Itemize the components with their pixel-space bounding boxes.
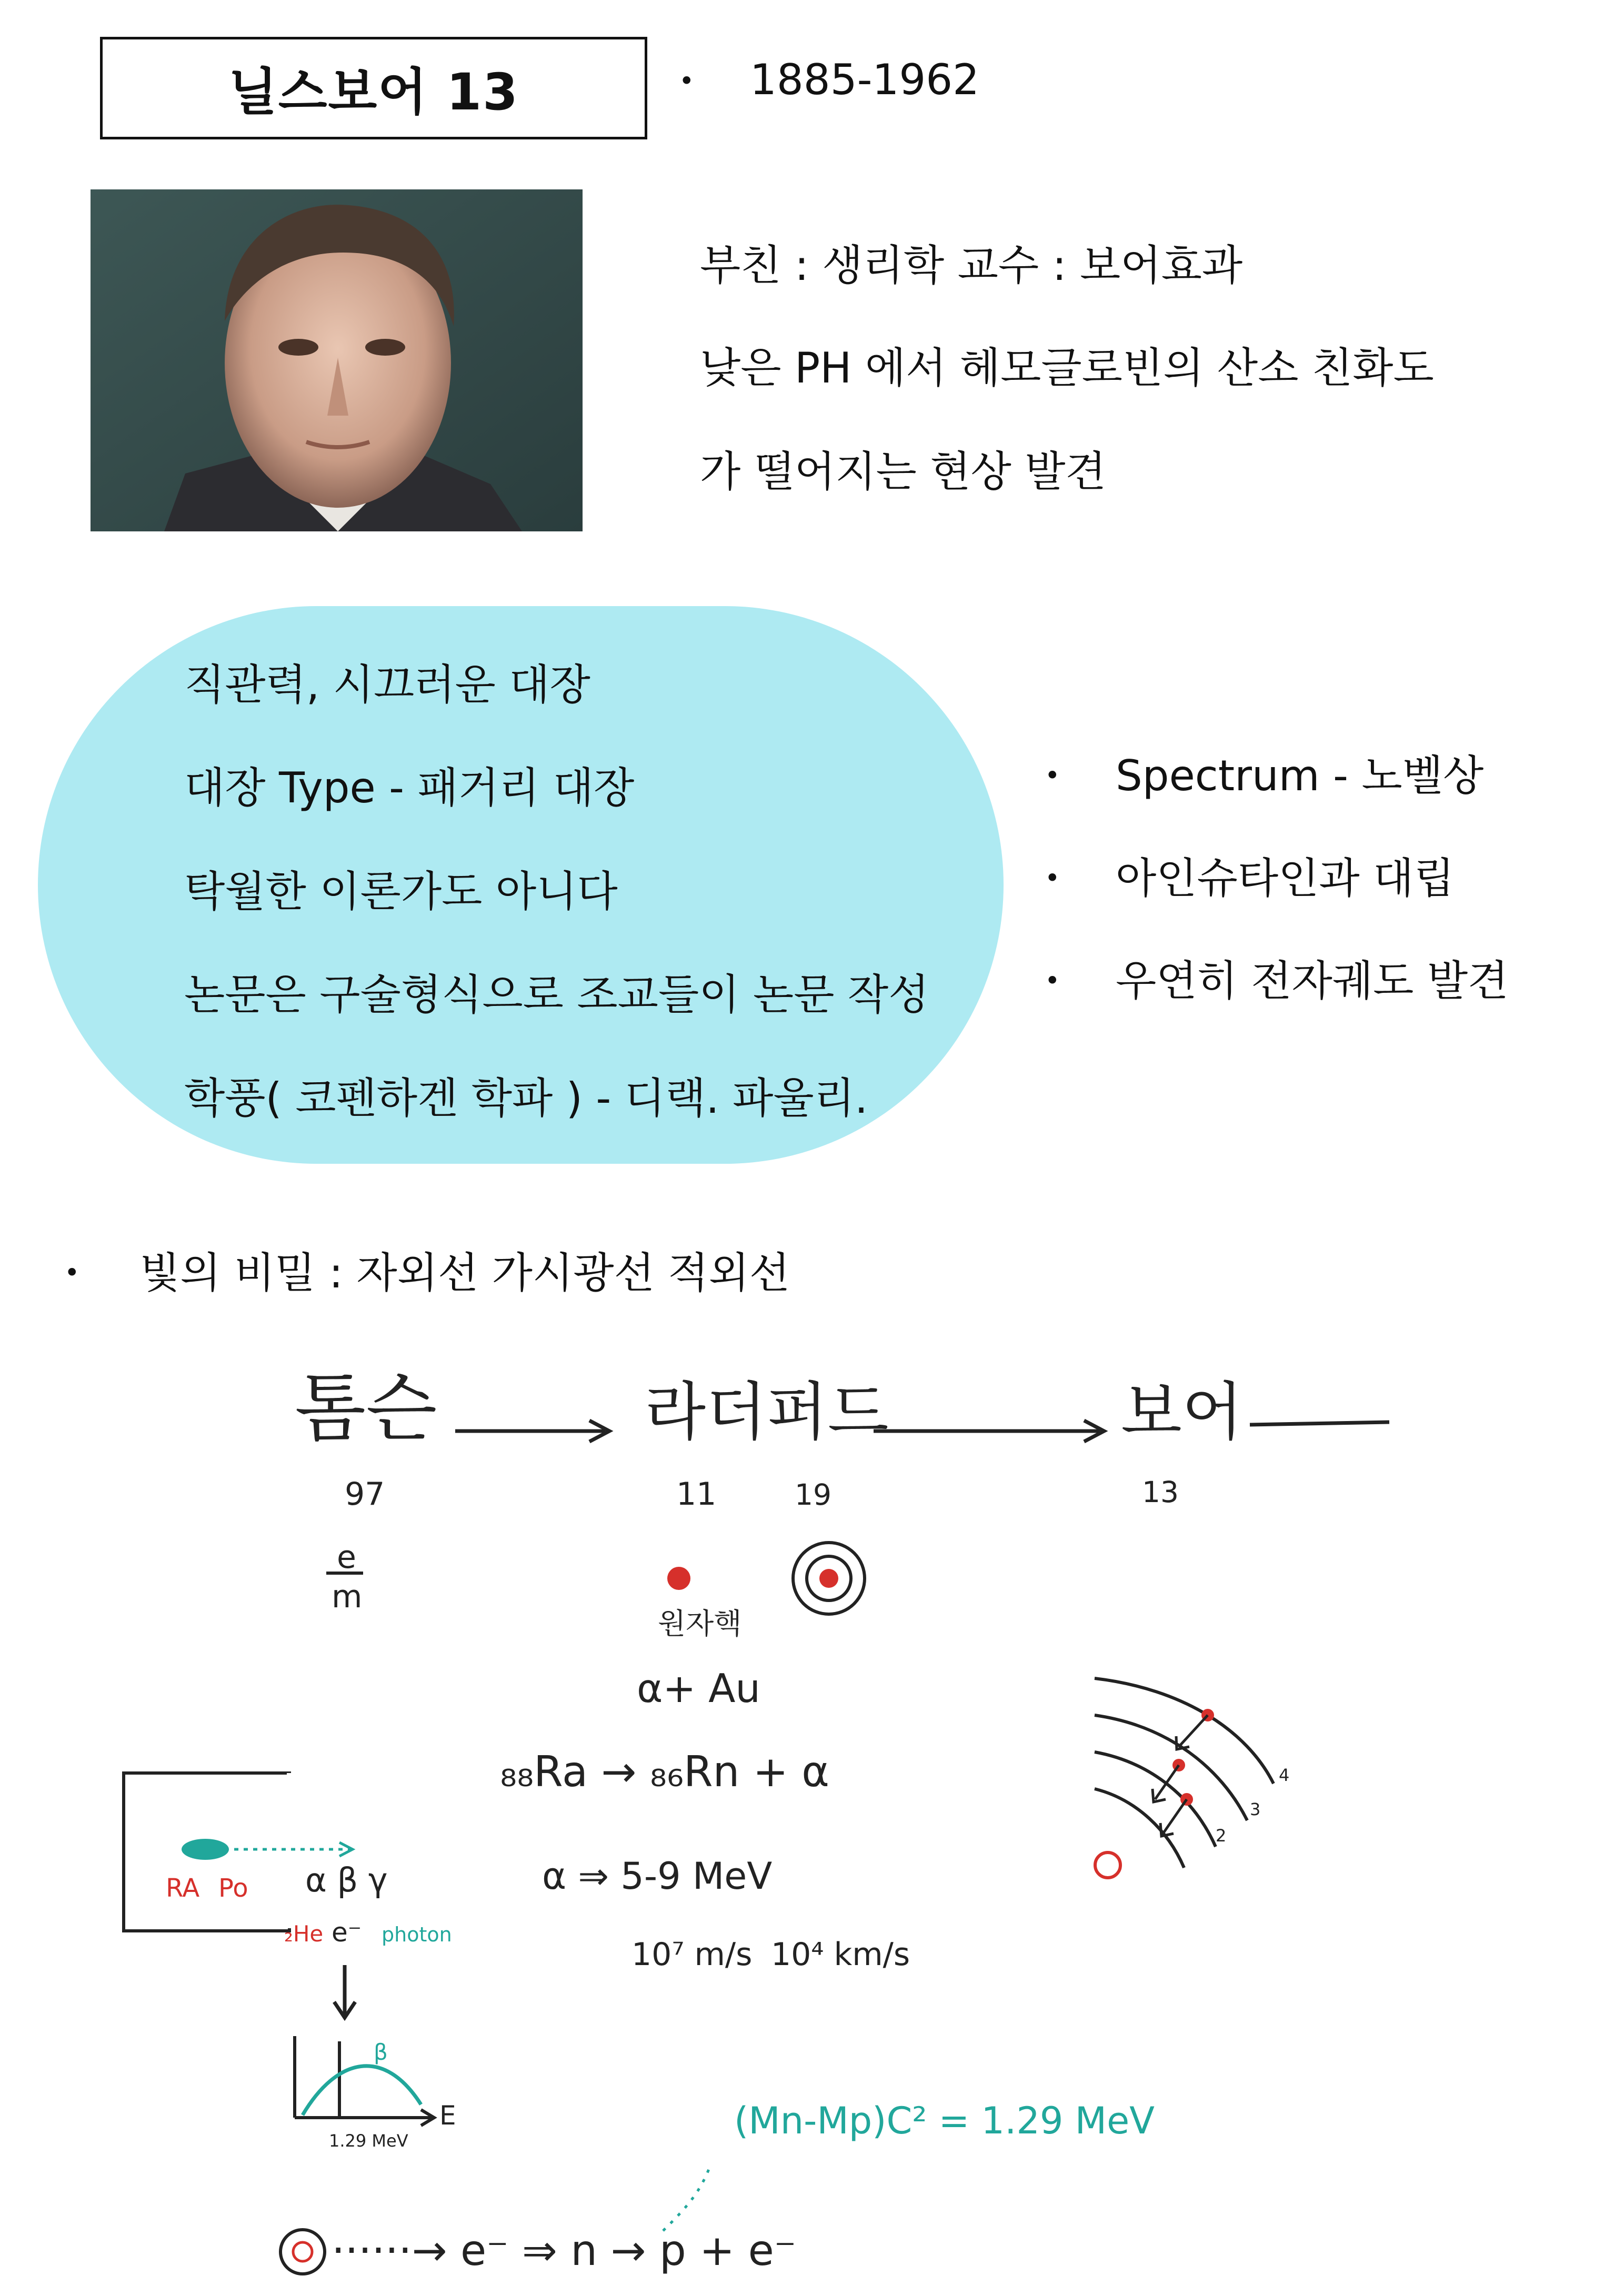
page-title: 닐스보어 13 — [228, 63, 519, 122]
rutherford-number-a: 11 — [676, 1476, 717, 1513]
box-ra-label: RA — [166, 1874, 200, 1903]
beta-label: β — [374, 2039, 388, 2065]
bohr-orbits — [1095, 1678, 1274, 1868]
bullet-dot: • — [1045, 760, 1060, 791]
alpha-energy-text: α ⇒ 5-9 MeV — [542, 1855, 773, 1898]
right-bullet-2: 아인슈타인과 대립 — [1116, 854, 1455, 903]
bullet-dot: • — [679, 66, 695, 96]
father-note-2: 낮은 PH 에서 헤모글로빈의 산소 친화도 — [700, 344, 1434, 392]
light-secret-text: 빛의 비밀 : 자외선 가시광선 적외선 — [139, 1248, 790, 1297]
rutherford-number-b: 19 — [795, 1478, 831, 1512]
orbit-label-3: 3 — [1250, 1799, 1261, 1819]
bullet-dot: • — [1045, 965, 1060, 996]
right-bullet-1: Spectrum - 노벨상 — [1116, 751, 1484, 800]
speed-text-1: 10⁷ m/s — [631, 1936, 753, 1973]
e-over-m-top: e — [337, 1539, 356, 1576]
father-note-1: 부친 : 생리학 교수 : 보어효과 — [700, 241, 1243, 290]
bohr-number: 13 — [1142, 1475, 1179, 1509]
decay-equation: ₈₈Ra → ₈₆Rn + α — [500, 1747, 829, 1796]
axis-mev-label: 1.29 MeV — [329, 2131, 408, 2151]
thomson-number: 97 — [345, 1476, 385, 1513]
mass-equation: (Mn-Mp)C² = 1.29 MeV — [734, 2099, 1155, 2142]
thomson-label: 톰슨 — [295, 1366, 437, 1452]
atom-history-diagram — [0, 1347, 1624, 2296]
speed-text-2: 10⁴ km/s — [771, 1936, 910, 1973]
photon-label: photon — [382, 1923, 452, 1946]
trait-line-2: 대장 Type - 패거리 대장 — [184, 763, 635, 812]
bohr-label: 보어 — [1121, 1376, 1243, 1449]
trait-line-1: 직관력, 시끄러운 대장 — [184, 660, 590, 709]
portrait-photo — [91, 189, 583, 531]
beta-spectrum-curve — [303, 2066, 421, 2115]
box-po-label: Po — [218, 1874, 248, 1903]
source-blob — [182, 1839, 229, 1860]
bullet-dot: • — [1045, 863, 1060, 893]
bohr-nucleus — [1095, 1852, 1120, 1878]
orbit-label-2: 2 — [1216, 1826, 1227, 1846]
trait-line-5: 학풍( 코펜하겐 학파 ) - 디랙. 파울리. — [184, 1074, 868, 1123]
neutron-decay-equation: ······→ e⁻ ⇒ n → p + e⁻ — [332, 2226, 797, 2275]
alpha-beta-gamma: α β γ — [305, 1861, 388, 1899]
trait-line-4: 논문은 구술형식으로 조교들이 논문 작성 — [184, 970, 929, 1019]
nucleus-dot — [667, 1567, 690, 1590]
title-box — [100, 37, 647, 139]
lifespan-text: 1885-1962 — [750, 55, 980, 104]
bullet-dot: • — [64, 1257, 80, 1288]
helium-label: ₂He — [284, 1921, 324, 1947]
nucleus-label: 원자핵 — [658, 1607, 742, 1640]
axis-e-label: E — [439, 2100, 456, 2131]
neutron-circle — [280, 2230, 325, 2274]
rutherford-label: 라더퍼드 — [645, 1376, 889, 1449]
e-over-m-bottom: m — [332, 1578, 363, 1615]
alpha-au-text: α+ Au — [637, 1665, 760, 1711]
orbit-label-4: 4 — [1279, 1765, 1290, 1785]
electron-label: e⁻ — [332, 1917, 362, 1948]
trait-line-3: 탁월한 이론가도 아니다 — [184, 867, 618, 916]
right-bullet-3: 우연히 전자궤도 발견 — [1116, 956, 1509, 1005]
father-note-3: 가 떨어지는 현상 발견 — [700, 447, 1106, 496]
